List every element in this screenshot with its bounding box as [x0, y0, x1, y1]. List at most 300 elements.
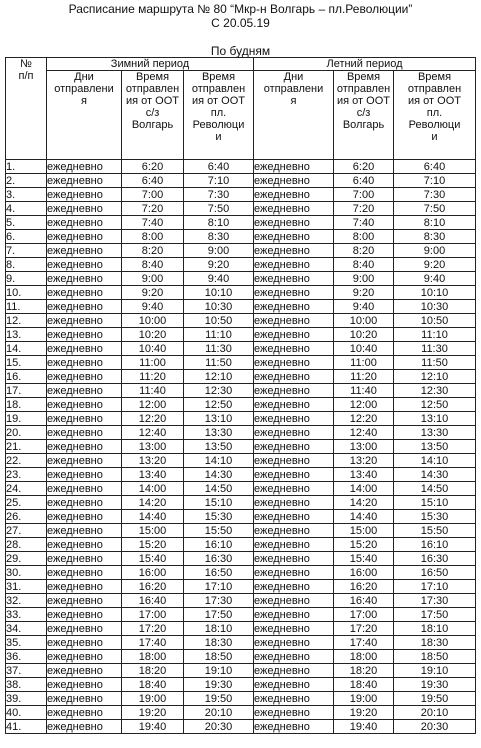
winter-from-revolution-cell: 12:50: [184, 398, 254, 412]
summer-from-revolution-cell: 12:30: [394, 384, 476, 398]
summer-from-volgar-cell: 16:40: [334, 594, 394, 608]
summer-from-revolution-cell: 15:50: [394, 524, 476, 538]
row-number: 16.: [6, 370, 47, 384]
winter-from-revolution-cell: 8:10: [184, 216, 254, 230]
row-number: 41.: [6, 720, 47, 734]
winter-from-volgar-cell: 19:00: [122, 692, 184, 706]
winter-days-cell: ежедневно: [47, 314, 122, 328]
winter-days-cell: ежедневно: [47, 482, 122, 496]
table-row: [6, 706, 476, 720]
summer-days-cell: ежедневно: [254, 356, 334, 370]
summer-from-revolution-cell: 7:50: [394, 202, 476, 216]
winter-from-revolution-cell: 17:50: [184, 608, 254, 622]
summer-from-revolution-cell: 20:10: [394, 706, 476, 720]
winter-from-volgar-cell: 11:20: [122, 370, 184, 384]
summer-from-revolution-cell: 16:50: [394, 566, 476, 580]
summer-days-cell: ежедневно: [254, 678, 334, 692]
table-row: [6, 300, 476, 314]
winter-from-volgar-cell: 15:40: [122, 552, 184, 566]
summer-from-volgar-cell: 6:40: [334, 174, 394, 188]
winter-from-revolution-cell: 9:20: [184, 258, 254, 272]
summer-days-cell: ежедневно: [254, 622, 334, 636]
table-row: [6, 678, 476, 692]
summer-days-cell: ежедневно: [254, 594, 334, 608]
summer-from-volgar-cell: 6:20: [334, 160, 394, 174]
winter-from-volgar-cell: 17:40: [122, 636, 184, 650]
winter-from-volgar-cell: 14:00: [122, 482, 184, 496]
table-row: [6, 594, 476, 608]
table-body: [6, 160, 476, 734]
row-number: 6.: [6, 230, 47, 244]
summer-days-cell: ежедневно: [254, 496, 334, 510]
winter-from-revolution-cell: 10:30: [184, 300, 254, 314]
winter-from-volgar-cell: 14:20: [122, 496, 184, 510]
winter-from-volgar-cell: 8:00: [122, 230, 184, 244]
winter-days-cell: ежедневно: [47, 244, 122, 258]
winter-from-volgar-cell: 10:40: [122, 342, 184, 356]
summer-from-volgar-cell: 10:40: [334, 342, 394, 356]
table-row: [6, 272, 476, 286]
summer-days-cell: ежедневно: [254, 440, 334, 454]
table-row: [6, 664, 476, 678]
winter-days-cell: ежедневно: [47, 706, 122, 720]
winter-from-volgar-cell: 17:20: [122, 622, 184, 636]
winter-from-revolution-cell: 11:10: [184, 328, 254, 342]
winter-days-cell: ежедневно: [47, 370, 122, 384]
winter-from-volgar-cell: 10:00: [122, 314, 184, 328]
row-number: 5.: [6, 216, 47, 230]
row-number: 25.: [6, 496, 47, 510]
winter-from-revolution-cell: 7:10: [184, 174, 254, 188]
winter-days-cell: ежедневно: [47, 692, 122, 706]
winter-from-revolution-cell: 19:30: [184, 678, 254, 692]
winter-from-revolution-cell: 7:30: [184, 188, 254, 202]
summer-from-volgar-cell: 17:20: [334, 622, 394, 636]
summer-from-revolution-cell: 18:30: [394, 636, 476, 650]
summer-from-volgar-cell: 8:00: [334, 230, 394, 244]
summer-days-cell: ежедневно: [254, 482, 334, 496]
row-number: 34.: [6, 622, 47, 636]
row-number: 28.: [6, 538, 47, 552]
summer-from-revolution-cell: 9:00: [394, 244, 476, 258]
schedule-title: [0, 2, 481, 30]
summer-from-revolution-cell: 17:10: [394, 580, 476, 594]
winter-from-volgar-cell: 18:40: [122, 678, 184, 692]
summer-from-volgar-cell: 10:00: [334, 314, 394, 328]
summer-from-revolution-cell: 12:10: [394, 370, 476, 384]
winter-from-revolution-cell: 10:10: [184, 286, 254, 300]
winter-days-cell: ежедневно: [47, 342, 122, 356]
row-number: 30.: [6, 566, 47, 580]
table-row: [6, 692, 476, 706]
header-winter-from-volgar: Время отправлен ия от ООТ с/з Волгарь: [122, 71, 184, 160]
winter-from-volgar-cell: 12:40: [122, 426, 184, 440]
table-row: [6, 482, 476, 496]
winter-days-cell: ежедневно: [47, 608, 122, 622]
row-number: 20.: [6, 426, 47, 440]
summer-from-volgar-cell: 12:40: [334, 426, 394, 440]
summer-from-revolution-cell: 15:10: [394, 496, 476, 510]
summer-from-volgar-cell: 14:20: [334, 496, 394, 510]
row-number: 17.: [6, 384, 47, 398]
winter-days-cell: ежедневно: [47, 258, 122, 272]
row-number: 29.: [6, 552, 47, 566]
winter-from-volgar-cell: 19:20: [122, 706, 184, 720]
table-row: [6, 552, 476, 566]
winter-from-volgar-cell: 7:20: [122, 202, 184, 216]
table-row: [6, 650, 476, 664]
row-number: 21.: [6, 440, 47, 454]
summer-from-revolution-cell: 10:30: [394, 300, 476, 314]
summer-days-cell: ежедневно: [254, 664, 334, 678]
winter-from-volgar-cell: 16:40: [122, 594, 184, 608]
summer-from-revolution-cell: 10:10: [394, 286, 476, 300]
summer-from-revolution-cell: 20:30: [394, 720, 476, 734]
summer-from-revolution-cell: 19:50: [394, 692, 476, 706]
winter-from-revolution-cell: 8:30: [184, 230, 254, 244]
summer-from-revolution-cell: 11:30: [394, 342, 476, 356]
table-row: [6, 496, 476, 510]
summer-from-volgar-cell: 18:20: [334, 664, 394, 678]
row-number: 36.: [6, 650, 47, 664]
header-winter-days: Дни отправлени я: [47, 71, 122, 160]
row-number: 4.: [6, 202, 47, 216]
table-row: [6, 398, 476, 412]
summer-from-volgar-cell: 11:40: [334, 384, 394, 398]
winter-days-cell: ежедневно: [47, 300, 122, 314]
row-number: 32.: [6, 594, 47, 608]
summer-from-revolution-cell: 19:30: [394, 678, 476, 692]
winter-days-cell: ежедневно: [47, 454, 122, 468]
summer-days-cell: ежедневно: [254, 300, 334, 314]
summer-days-cell: ежедневно: [254, 510, 334, 524]
summer-from-volgar-cell: 16:00: [334, 566, 394, 580]
summer-from-revolution-cell: 13:10: [394, 412, 476, 426]
summer-from-volgar-cell: 18:00: [334, 650, 394, 664]
header-summer-from-volgar: Время отправлен ия от ООТ с/з Волгарь: [334, 71, 394, 160]
summer-days-cell: ежедневно: [254, 426, 334, 440]
winter-from-revolution-cell: 19:10: [184, 664, 254, 678]
winter-days-cell: ежедневно: [47, 622, 122, 636]
table-row: [6, 244, 476, 258]
row-number: 8.: [6, 258, 47, 272]
winter-days-cell: ежедневно: [47, 230, 122, 244]
winter-from-revolution-cell: 18:50: [184, 650, 254, 664]
title-line-2: С 20.05.19: [211, 16, 270, 30]
table-row: [6, 342, 476, 356]
summer-from-volgar-cell: 15:40: [334, 552, 394, 566]
row-number: 11.: [6, 300, 47, 314]
summer-days-cell: ежедневно: [254, 608, 334, 622]
row-number: 9.: [6, 272, 47, 286]
winter-from-volgar-cell: 19:40: [122, 720, 184, 734]
summer-days-cell: ежедневно: [254, 468, 334, 482]
winter-from-volgar-cell: 9:40: [122, 300, 184, 314]
winter-days-cell: ежедневно: [47, 510, 122, 524]
winter-from-volgar-cell: 11:00: [122, 356, 184, 370]
winter-from-revolution-cell: 7:50: [184, 202, 254, 216]
winter-days-cell: ежедневно: [47, 678, 122, 692]
winter-days-cell: ежедневно: [47, 160, 122, 174]
winter-from-revolution-cell: 14:30: [184, 468, 254, 482]
summer-from-volgar-cell: 16:20: [334, 580, 394, 594]
summer-from-volgar-cell: 10:20: [334, 328, 394, 342]
winter-from-revolution-cell: 12:30: [184, 384, 254, 398]
summer-from-volgar-cell: 19:00: [334, 692, 394, 706]
table-row: [6, 370, 476, 384]
summer-from-volgar-cell: 19:20: [334, 706, 394, 720]
winter-from-revolution-cell: 19:50: [184, 692, 254, 706]
header-summer-period: Летний период: [254, 58, 476, 71]
winter-days-cell: ежедневно: [47, 426, 122, 440]
summer-from-revolution-cell: 14:10: [394, 454, 476, 468]
row-number: 12.: [6, 314, 47, 328]
winter-from-revolution-cell: 20:30: [184, 720, 254, 734]
winter-from-volgar-cell: 14:40: [122, 510, 184, 524]
winter-days-cell: ежедневно: [47, 636, 122, 650]
winter-from-revolution-cell: 11:50: [184, 356, 254, 370]
summer-from-volgar-cell: 15:00: [334, 524, 394, 538]
summer-from-revolution-cell: 9:20: [394, 258, 476, 272]
summer-from-volgar-cell: 11:00: [334, 356, 394, 370]
summer-from-revolution-cell: 14:30: [394, 468, 476, 482]
table-row: [6, 202, 476, 216]
winter-from-volgar-cell: 16:20: [122, 580, 184, 594]
winter-from-revolution-cell: 11:30: [184, 342, 254, 356]
summer-from-volgar-cell: 7:40: [334, 216, 394, 230]
winter-from-revolution-cell: 14:50: [184, 482, 254, 496]
winter-from-revolution-cell: 17:10: [184, 580, 254, 594]
table-row: [6, 412, 476, 426]
winter-from-volgar-cell: 6:20: [122, 160, 184, 174]
row-number: 22.: [6, 454, 47, 468]
table-row: [6, 328, 476, 342]
summer-from-revolution-cell: 15:30: [394, 510, 476, 524]
winter-days-cell: ежедневно: [47, 440, 122, 454]
summer-from-volgar-cell: 8:20: [334, 244, 394, 258]
summer-days-cell: ежедневно: [254, 566, 334, 580]
summer-days-cell: ежедневно: [254, 580, 334, 594]
table-row: [6, 160, 476, 174]
schedule-table: [5, 57, 476, 734]
summer-days-cell: ежедневно: [254, 202, 334, 216]
header-summer-from-revolution: Время отправлен ия от ООТ пл. Революци и: [394, 71, 476, 160]
summer-days-cell: ежедневно: [254, 286, 334, 300]
summer-days-cell: ежедневно: [254, 552, 334, 566]
winter-from-volgar-cell: 13:20: [122, 454, 184, 468]
row-number: 19.: [6, 412, 47, 426]
summer-from-revolution-cell: 13:50: [394, 440, 476, 454]
winter-from-volgar-cell: 15:00: [122, 524, 184, 538]
summer-from-revolution-cell: 16:30: [394, 552, 476, 566]
summer-days-cell: ежедневно: [254, 524, 334, 538]
row-number: 26.: [6, 510, 47, 524]
winter-days-cell: ежедневно: [47, 524, 122, 538]
winter-from-volgar-cell: 12:20: [122, 412, 184, 426]
winter-days-cell: ежедневно: [47, 664, 122, 678]
row-number: 35.: [6, 636, 47, 650]
row-number: 23.: [6, 468, 47, 482]
winter-days-cell: ежедневно: [47, 328, 122, 342]
summer-from-volgar-cell: 12:20: [334, 412, 394, 426]
summer-from-revolution-cell: 14:50: [394, 482, 476, 496]
summer-from-revolution-cell: 11:10: [394, 328, 476, 342]
summer-days-cell: ежедневно: [254, 370, 334, 384]
winter-days-cell: ежедневно: [47, 594, 122, 608]
summer-from-volgar-cell: 8:40: [334, 258, 394, 272]
winter-days-cell: ежедневно: [47, 356, 122, 370]
winter-days-cell: ежедневно: [47, 188, 122, 202]
summer-from-revolution-cell: 7:10: [394, 174, 476, 188]
summer-days-cell: ежедневно: [254, 272, 334, 286]
table-head: [6, 58, 476, 160]
summer-days-cell: ежедневно: [254, 636, 334, 650]
winter-from-volgar-cell: 9:20: [122, 286, 184, 300]
table-row: [6, 468, 476, 482]
row-number: 27.: [6, 524, 47, 538]
row-number: 39.: [6, 692, 47, 706]
summer-days-cell: ежедневно: [254, 538, 334, 552]
table-row: [6, 580, 476, 594]
table-row: [6, 636, 476, 650]
summer-from-volgar-cell: 15:20: [334, 538, 394, 552]
winter-days-cell: ежедневно: [47, 174, 122, 188]
table-row: [6, 454, 476, 468]
table-row: [6, 384, 476, 398]
winter-from-volgar-cell: 17:00: [122, 608, 184, 622]
winter-days-cell: ежедневно: [47, 272, 122, 286]
summer-from-revolution-cell: 16:10: [394, 538, 476, 552]
summer-days-cell: ежедневно: [254, 258, 334, 272]
winter-from-revolution-cell: 20:10: [184, 706, 254, 720]
summer-from-volgar-cell: 19:40: [334, 720, 394, 734]
summer-from-revolution-cell: 17:50: [394, 608, 476, 622]
summer-from-revolution-cell: 17:30: [394, 594, 476, 608]
winter-from-volgar-cell: 11:40: [122, 384, 184, 398]
table-row: [6, 426, 476, 440]
winter-days-cell: ежедневно: [47, 412, 122, 426]
winter-from-revolution-cell: 17:30: [184, 594, 254, 608]
row-number: 2.: [6, 174, 47, 188]
summer-from-volgar-cell: 13:40: [334, 468, 394, 482]
summer-days-cell: ежедневно: [254, 720, 334, 734]
winter-from-revolution-cell: 13:30: [184, 426, 254, 440]
summer-from-volgar-cell: 7:00: [334, 188, 394, 202]
table-row: [6, 440, 476, 454]
header-winter-period: Зимний период: [47, 58, 254, 71]
winter-from-revolution-cell: 15:50: [184, 524, 254, 538]
summer-from-revolution-cell: 11:50: [394, 356, 476, 370]
summer-days-cell: ежедневно: [254, 398, 334, 412]
row-number: 13.: [6, 328, 47, 342]
table-row: [6, 608, 476, 622]
header-winter-from-revolution: Время отправлен ия от ООТ пл. Революци и: [184, 71, 254, 160]
table-row: [6, 622, 476, 636]
row-number: 31.: [6, 580, 47, 594]
winter-from-volgar-cell: 13:40: [122, 468, 184, 482]
summer-from-revolution-cell: 9:40: [394, 272, 476, 286]
row-number: 18.: [6, 398, 47, 412]
row-number: 24.: [6, 482, 47, 496]
summer-days-cell: ежедневно: [254, 314, 334, 328]
summer-days-cell: ежедневно: [254, 342, 334, 356]
winter-days-cell: ежедневно: [47, 552, 122, 566]
table-row: [6, 510, 476, 524]
row-number: 38.: [6, 678, 47, 692]
winter-from-volgar-cell: 7:00: [122, 188, 184, 202]
summer-days-cell: ежедневно: [254, 160, 334, 174]
summer-from-revolution-cell: 18:10: [394, 622, 476, 636]
winter-days-cell: ежедневно: [47, 720, 122, 734]
winter-from-revolution-cell: 14:10: [184, 454, 254, 468]
schedule-subtitle: По будням: [210, 44, 271, 58]
table-row: [6, 314, 476, 328]
winter-from-revolution-cell: 18:30: [184, 636, 254, 650]
summer-days-cell: ежедневно: [254, 230, 334, 244]
row-number: 33.: [6, 608, 47, 622]
winter-from-volgar-cell: 18:00: [122, 650, 184, 664]
header-summer-days: Дни отправлени я: [254, 71, 334, 160]
row-number: 40.: [6, 706, 47, 720]
winter-from-volgar-cell: 10:20: [122, 328, 184, 342]
header-number: № п/п: [6, 58, 47, 160]
summer-days-cell: ежедневно: [254, 384, 334, 398]
winter-days-cell: ежедневно: [47, 286, 122, 300]
row-number: 37.: [6, 664, 47, 678]
winter-days-cell: ежедневно: [47, 468, 122, 482]
summer-days-cell: ежедневно: [254, 174, 334, 188]
summer-days-cell: ежедневно: [254, 454, 334, 468]
row-number: 7.: [6, 244, 47, 258]
winter-days-cell: ежедневно: [47, 202, 122, 216]
summer-from-revolution-cell: 8:30: [394, 230, 476, 244]
winter-days-cell: ежедневно: [47, 384, 122, 398]
table-row: [6, 720, 476, 734]
summer-from-volgar-cell: 11:20: [334, 370, 394, 384]
summer-from-volgar-cell: 7:20: [334, 202, 394, 216]
table-row: [6, 174, 476, 188]
summer-from-volgar-cell: 9:40: [334, 300, 394, 314]
summer-from-revolution-cell: 6:40: [394, 160, 476, 174]
title-line-1: Расписание маршрута № 80 “Мкр-н Волгарь – пл.Революции”: [68, 2, 413, 16]
summer-from-revolution-cell: 19:10: [394, 664, 476, 678]
table-row: [6, 188, 476, 202]
winter-from-volgar-cell: 7:40: [122, 216, 184, 230]
winter-days-cell: ежедневно: [47, 580, 122, 594]
summer-days-cell: ежедневно: [254, 244, 334, 258]
summer-from-volgar-cell: 9:20: [334, 286, 394, 300]
winter-days-cell: ежедневно: [47, 538, 122, 552]
table-row: [6, 258, 476, 272]
winter-from-volgar-cell: 13:00: [122, 440, 184, 454]
winter-from-volgar-cell: 6:40: [122, 174, 184, 188]
summer-from-revolution-cell: 13:30: [394, 426, 476, 440]
summer-from-volgar-cell: 14:00: [334, 482, 394, 496]
summer-from-revolution-cell: 7:30: [394, 188, 476, 202]
summer-from-volgar-cell: 17:00: [334, 608, 394, 622]
table-row: [6, 566, 476, 580]
winter-from-revolution-cell: 16:30: [184, 552, 254, 566]
winter-from-revolution-cell: 16:10: [184, 538, 254, 552]
winter-from-revolution-cell: 12:10: [184, 370, 254, 384]
summer-from-revolution-cell: 10:50: [394, 314, 476, 328]
table-row: [6, 230, 476, 244]
summer-from-revolution-cell: 12:50: [394, 398, 476, 412]
winter-days-cell: ежедневно: [47, 496, 122, 510]
summer-days-cell: ежедневно: [254, 692, 334, 706]
winter-from-revolution-cell: 16:50: [184, 566, 254, 580]
winter-from-revolution-cell: 10:50: [184, 314, 254, 328]
